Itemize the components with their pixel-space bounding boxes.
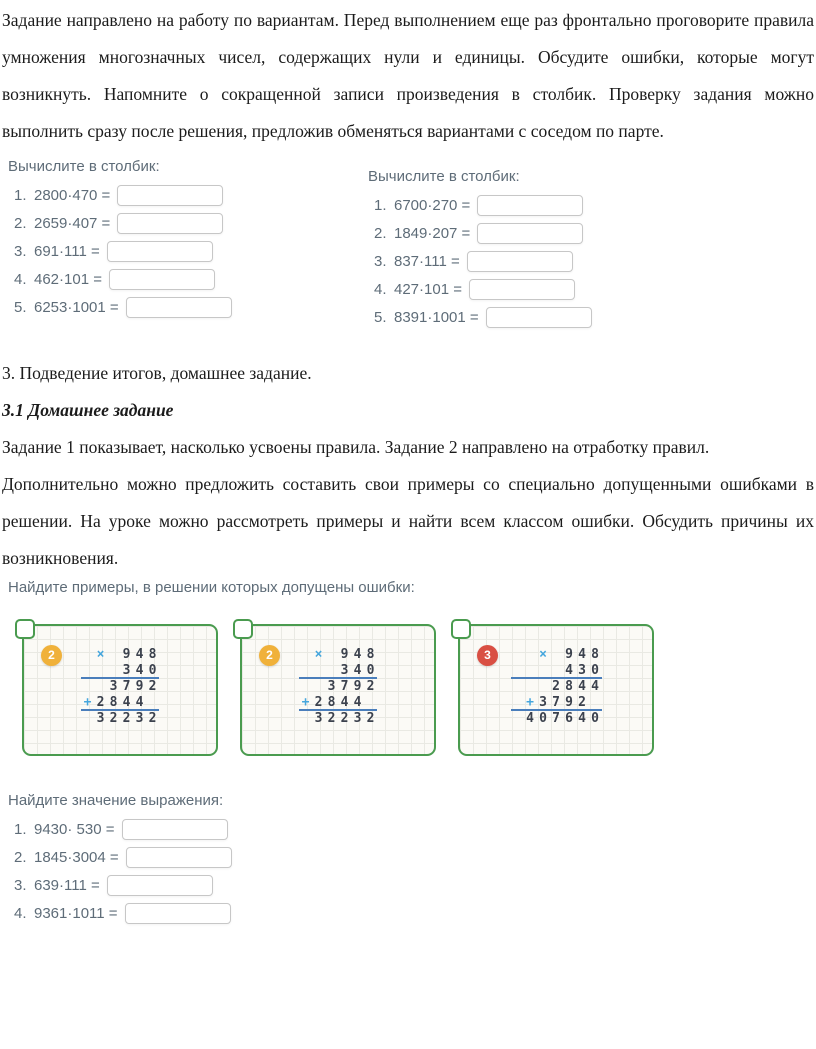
answer-input[interactable] <box>477 195 583 216</box>
item-number: 5. <box>14 298 27 316</box>
item-expression: 9361·1011 = <box>34 904 118 922</box>
exercise-item <box>360 247 592 275</box>
card-checkbox[interactable] <box>233 619 253 639</box>
answer-input[interactable] <box>109 269 215 290</box>
item-number: 1. <box>14 820 27 838</box>
item-expression: 691·111 = <box>34 242 100 260</box>
item-number: 1. <box>14 186 27 204</box>
item-expression: 639·111 = <box>34 876 100 894</box>
expressions-list <box>0 815 816 927</box>
exercise-item <box>0 209 360 237</box>
expression-item <box>0 899 816 927</box>
item-number: 4. <box>14 270 27 288</box>
math-grid: × 9 4 8 3 4 0 3 7 9 2 + 2 8 4 4 3 2 2 3 2 <box>24 626 216 727</box>
error-count-badge: 3 <box>477 645 498 666</box>
item-number: 2. <box>374 224 387 242</box>
intro-paragraph: Задание направлено на работу по вариантам. Перед выполнением еще раз фронтально проговорите правила умножения многозначных чисел, содержащих нули и единицы. Обсудите ошибки, которые могут возникнуть. Напомните о сокращенной записи произведения в столбик. Проверку задания можно выполнить сразу после решения, предложив обменяться вариантами с соседом по парте. <box>2 10 814 141</box>
item-expression: 1849·207 = <box>394 224 471 242</box>
item-number: 4. <box>14 904 27 922</box>
item-expression: 837·111 = <box>394 252 460 270</box>
item-number: 5. <box>374 308 387 326</box>
item-number: 4. <box>374 280 387 298</box>
variant-1-title: Вычислите в столбик: <box>8 158 160 175</box>
expression-item <box>0 843 816 871</box>
exercise-item <box>0 293 360 321</box>
card-checkbox[interactable] <box>15 619 35 639</box>
error-card-2 <box>240 624 436 756</box>
answer-input[interactable] <box>477 223 583 244</box>
expression-item <box>0 871 816 899</box>
exercise-item <box>360 191 592 219</box>
find-value-title: Найдите значение выражения: <box>8 792 224 809</box>
item-expression: 6700·270 = <box>394 196 471 214</box>
exercise-item <box>0 181 360 209</box>
math-grid: × 9 4 8 4 3 0 2 8 4 4 + 3 7 9 2 4 0 7 6 4 0 <box>460 626 652 727</box>
variant-1 <box>0 158 360 331</box>
item-number: 1. <box>374 196 387 214</box>
answer-input[interactable] <box>486 307 592 328</box>
answer-input[interactable] <box>125 903 231 924</box>
exercise-item <box>0 237 360 265</box>
item-number: 2. <box>14 214 27 232</box>
item-expression: 1845·3004 = <box>34 848 119 866</box>
math-grid: × 9 4 8 3 4 0 3 7 9 2 + 2 8 4 4 3 2 2 3 2 <box>242 626 434 727</box>
answer-input[interactable] <box>122 819 228 840</box>
exercise-item <box>360 303 592 331</box>
error-cards-row <box>0 624 816 756</box>
item-expression: 462·101 = <box>34 270 102 288</box>
error-count-badge: 2 <box>259 645 280 666</box>
item-number: 2. <box>14 848 27 866</box>
item-expression: 9430· 530 = <box>34 820 115 838</box>
error-card-1 <box>22 624 218 756</box>
answer-input[interactable] <box>126 847 232 868</box>
variants-row <box>0 158 816 331</box>
variant-2 <box>360 168 592 331</box>
variant-2-title: Вычислите в столбик: <box>368 168 520 185</box>
answer-input[interactable] <box>469 279 575 300</box>
item-expression: 6253·1001 = <box>34 298 119 316</box>
answer-input[interactable] <box>126 297 232 318</box>
answer-input[interactable] <box>117 185 223 206</box>
expression-item <box>0 815 816 843</box>
exercise-item <box>0 265 360 293</box>
error-card-3 <box>458 624 654 756</box>
item-number: 3. <box>14 876 27 894</box>
answer-input[interactable] <box>107 241 213 262</box>
answer-input[interactable] <box>107 875 213 896</box>
item-expression: 2659·407 = <box>34 214 111 232</box>
item-expression: 8391·1001 = <box>394 308 479 326</box>
summary-heading: 3. Подведение итогов, домашнее задание. <box>2 363 312 383</box>
item-number: 3. <box>374 252 387 270</box>
homework-paragraph-1: Задание 1 показывает, насколько усвоены правила. Задание 2 направлено на отработку правил. <box>2 437 710 457</box>
answer-input[interactable] <box>467 251 573 272</box>
homework-heading: 3.1 Домашнее задание <box>2 400 174 420</box>
answer-input[interactable] <box>117 213 223 234</box>
error-count-badge: 2 <box>41 645 62 666</box>
item-expression: 2800·470 = <box>34 186 111 204</box>
find-errors-title: Найдите примеры, в решении которых допущены ошибки: <box>8 579 415 596</box>
homework-paragraph-2: Дополнительно можно предложить составить свои примеры со специально допущенными ошибками в решении. На уроке можно рассмотреть примеры и найти всем классом ошибки. Обсудить причины их возникновения. <box>2 474 814 568</box>
card-checkbox[interactable] <box>451 619 471 639</box>
exercise-item <box>360 219 592 247</box>
item-number: 3. <box>14 242 27 260</box>
item-expression: 427·101 = <box>394 280 462 298</box>
exercise-item <box>360 275 592 303</box>
